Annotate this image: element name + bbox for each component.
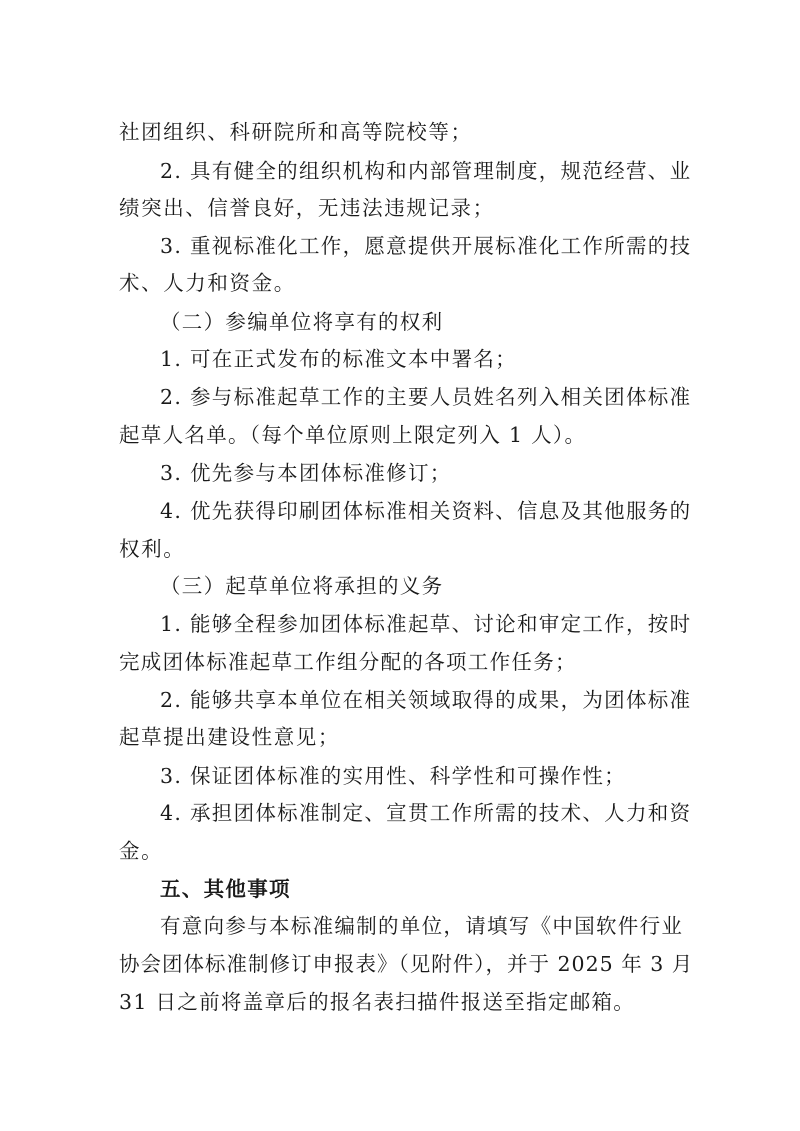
list-item: 1. 可在正式发布的标准文本中署名； (160, 347, 517, 371)
section-heading: 五、其他事项 (160, 877, 291, 901)
text-line: 起草提出建设性意见； (119, 725, 340, 749)
list-item: 2. 具有健全的组织机构和内部管理制度，规范经营、业 (160, 159, 692, 183)
text-line: 社团组织、科研院所和高等院校等； (119, 120, 473, 144)
text-line: 绩突出、信誉良好，无违法违规记录； (119, 196, 495, 220)
list-item: 3. 优先参与本团体标准修订； (160, 461, 452, 485)
list-item: 2. 能够共享本单位在相关领域取得的成果，为团体标准 (160, 688, 692, 712)
text-line: 完成团体标准起草工作组分配的各项工作任务； (119, 650, 577, 674)
list-item: 4. 承担团体标准制定、宣贯工作所需的技术、人力和资 (160, 801, 692, 825)
text-line: 术、人力和资金。 (119, 271, 296, 295)
list-item: 3. 重视标准化工作，愿意提供开展标准化工作所需的技 (160, 234, 692, 258)
text-line: 权利。 (119, 537, 186, 561)
subsection-heading: （二）参编单位将享有的权利 (160, 310, 444, 334)
subsection-heading: （三）起草单位将承担的义务 (160, 574, 444, 598)
list-item: 1. 能够全程参加团体标准起草、讨论和审定工作，按时 (160, 612, 692, 636)
paragraph-line: 有意向参与本标准编制的单位，请填写《中国软件行业 (160, 914, 684, 938)
list-item: 2. 参与标准起草工作的主要人员姓名列入相关团体标准 (160, 385, 692, 409)
list-item: 4. 优先获得印刷团体标准相关资料、信息及其他服务的 (160, 499, 692, 523)
text-line: 起草人名单。（每个单位原则上限定列入 1 人）。 (119, 423, 587, 447)
list-item: 3. 保证团体标准的实用性、科学性和可操作性； (160, 764, 626, 788)
paragraph-line: 协会团体标准制修订申报表》（见附件），并于 2025 年 3 月 (119, 952, 694, 976)
text-line: 金。 (119, 839, 164, 863)
paragraph-line: 31 日之前将盖章后的报名表扫描件报送至指定邮箱。 (119, 990, 636, 1014)
